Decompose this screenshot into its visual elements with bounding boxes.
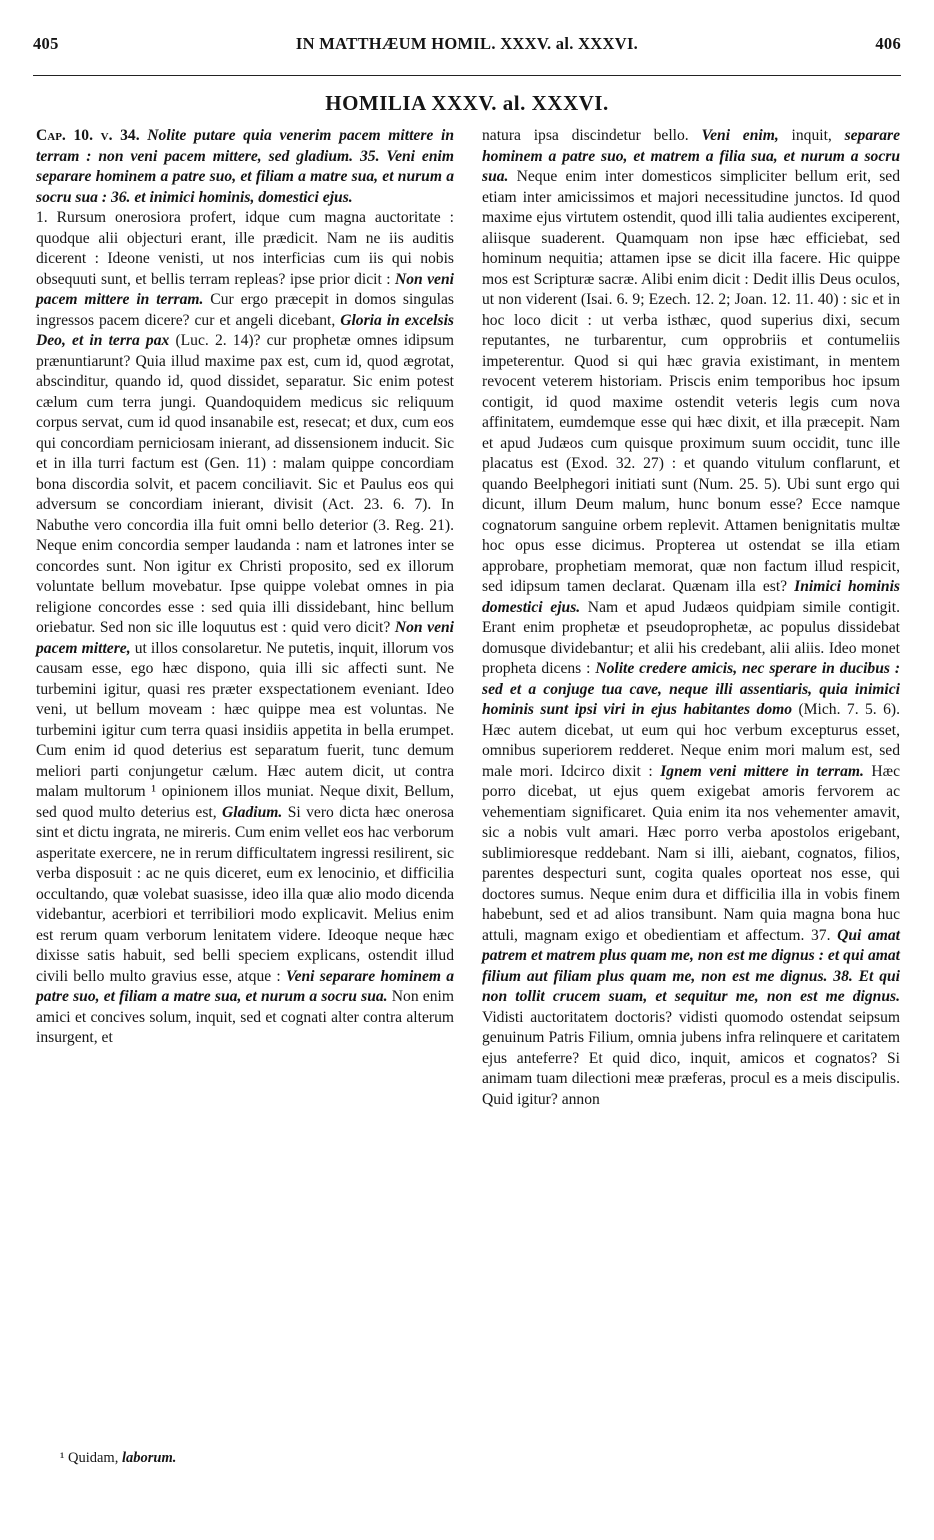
page-number-left: 405 — [33, 34, 59, 53]
text-run: Vidisti auctoritatem doctoris? vidisti quomodo ostendat seipsum genuinum Patris Filium, omnia jubens infra relinquere et caritatem ejus anteferre? Et quid dico, inquit, amicos et cognatos? Si animam tuam dilectioni meæ præferas, procul es a meis discipulis. Quid igitur? annon — [482, 1008, 900, 1108]
footnote-text: Quidam, — [64, 1450, 122, 1466]
paragraph-1 — [36, 208, 454, 1049]
header-rule — [33, 75, 901, 76]
verse-text: Nolite putare quia venerim pacem mittere in terram : non veni pacem mittere, sed gladium. 35. Veni enim separare hominem a patre suo, et filiam a matre sua, et nurum a socru sua : 36. et inimici hominis, domestici ejus. — [36, 127, 454, 206]
text-run: (Luc. 2. 14)? cur prophetæ omnes idipsum prænuntiarunt? Quia illud maxime pax est, cum id, quod ægrotat, abscinditur, quando id, quod dissidet, separatur. Sic enim potest cælum cum terra jungi. Quandoquidem medicus sic reliquum corpus servat, cum id quod insanabile est, resecat; et dux, cum eos qui concordiam perniciosam inierant, ad dissensionem inducit. Sic et in illa turri factum est (Gen. 11) : malam quippe concordiam bona discordia solvit, et pacem conciliavit. Sic et Paulus eos qui adversum se concordiam inierant, divisit (Act. 23. 6. 7). In Nabuthe vero concordia illa fuit omni bello deterior (3. Reg. 21). Neque enim concordia semper laudanda : nam et latrones inter se concordes sunt. Non igitur ex Christi proposito, sed ex illorum voluntate bellum movebatur. Ipse quippe volebat omnes in pia religione concordes esse : sed quia illi dissidebant, hinc bellum oriebatur. Sed non sic ille loquutus est : quid vero dicit? — [36, 332, 454, 636]
text-run: Si vero dicta hæc onerosa sint et dictu ingrata, ne mireris. Cum enim vellet eos hac verborum asperitate exercere, ne in rerum difficultatem ingressi resilirent, sic verba disposuit : ac ne quis diceret, eum ex lenocinio, et difficilia occultando, quæ volebat suasisse, ideo illa quæ alio modo dicenda videbantur, acerbiori et terribiliori modo explicavit. Melius enim est rerum quam verborum lenitatem videre. Ideoque neque hæc dixisse satis habuit, sed belli speciem explicans, ostendit illud civili bello multo gravius esse, atque : — [36, 803, 455, 985]
quote-run: Non veni pacem mittere, — [36, 619, 454, 657]
text-run: 1. Rursum onerosiora profert, idque cum magna auctoritate : quodque alii objecturi erant, ille prædicit. Nam ne iis auditis dicerent : Ideone venisti, ut nos interficias cum iis qui nobis obsequuti sunt, et bellis terram repleas? ipse prior dicit : — [36, 209, 454, 288]
verse-citation — [36, 126, 454, 208]
running-title: IN MATTHÆUM HOMIL. XXXV. al. XXXVI. — [295, 34, 639, 53]
text-run: Cur ergo præcepit in domos singulas ingressos pacem dicere? cur et angeli dicebant, — [36, 291, 454, 329]
quote-run: Gloria in excelsis Deo, et in terra pax — [36, 311, 454, 349]
quote-run: Ignem veni mittere in terram. — [660, 762, 864, 780]
left-column — [36, 126, 454, 1049]
text-run: Neque enim inter domesticos simpliciter bellum erit, sed etiam inter amicissimos et majori necessitudine junctos. Id quod maxime ejus virtutem ostendit, quod illi talia audientes exciperent, aliisque suaderent. Quamquam non ipse hæc efficiebat, sed hominum nequitia; attamen ipse se dicit illa facere. Hic quippe mos est Scripturæ sacræ. Alibi enim dicit : Dedit illis Deus oculos, ut non viderent (Isai. 6. 9; Ezech. 12. 2; Joan. 12. 11. 40) : sic et in hoc loco dicit : ut verba isthæc, quod superius dixi, secum reputantes, ne turbarentur, cum opprobriis et contumeliis impeterentur. Quod si qui hæc gravia existimant, in mentem revocent veterem historiam. Priscis enim temporibus hoc ipsum contigit, id quod maxime ostendit veteris legis cum nova affinitatem, eumdemque esse qui hæc dixit, et illa præcepit. Nam et apud Judæos cum quisque proximum suum occidit, tunc ille placatus est (Exod. 32. 27) : et quando vitulum conflarunt, et quando Beelphegori initiati sunt (Num. 25. 5). Ubi sunt ergo qui dicunt, illum Deum malum, hunc bonum esse? Ecce namque cognatorum sanguine orbem replevit. Attamen benignitatis multæ hoc opus esse dicimus. Propterea ut ostendat se illa etiam approbare, prophetiam memorat, quæ non factum illud respicit, sed idipsum tamen declarat. Quænam illa est? — [482, 168, 900, 595]
paragraph-continued — [482, 126, 900, 1110]
footnote — [60, 1450, 176, 1467]
text-run: Nam et apud Judæos quidpiam simile contigit. Erant enim prophetæ et pseudoprophetæ, ac populus dissidebat domusque dividebantur; et alii his credebant, alii aliis. Ideo monet propheta dicens : — [482, 598, 900, 677]
text-run: ut illos consolaretur. Ne putetis, inquit, illorum vos causam esse, ego hæc dispono, quia illi sic affecti sunt. Ne turbemini igitur, quasi res præter exspectationem eveniant. Ideo veni, ut bellum moveam : hæc quippe mea est voluntas. Ne turbemini igitur cum terra quasi insidiis appetita in bella erumpet. Cum enim id quod deterius est separatum fuerit, tunc demum meliori parti conjungetur cælum. Hæc autem dicit, ut contra malam multorum ¹ opinionem illos muniat. Neque dixit, Bellum, sed quod multo deterius est, — [36, 639, 455, 821]
quote-run: Veni separare hominem a patre suo, et filiam a matre sua, et nurum a socru sua. — [36, 967, 454, 1005]
quote-run: separare hominem a patre suo, et matrem a filia sua, et nurum a socru sua. — [482, 127, 901, 185]
page-number-right: 406 — [875, 34, 901, 53]
running-header — [33, 34, 901, 64]
text-run: natura ipsa discindetur bello. — [482, 127, 702, 144]
footnote-italic: laborum. — [121, 1450, 177, 1466]
text-run: Hæc porro dicebat, ut ejus quem exigebat amoris fervorem ac vehementiam significaret. Quia enim ita nos vehementer amavit, sic a nobis vult amari. Hæc porro verba apostolos erigebant, sublimioresque reddebant. Nam si illi, aiebant, cognatos, filios, parentes despecturi sunt, cogita quales oporteat nos esse, qui doctores sumus. Neque enim dura et difficilia illa in vobis finem habebunt, sed et ad alios transibunt. Nam quia magna bona huc attuli, magnam exigo et obedientiam et affectum. 37. — [482, 762, 900, 944]
homily-title: HOMILIA XXXV. al. XXXVI. — [325, 91, 609, 115]
text-run: Non enim amici et concives solum, inquit, sed et cognati alter contra alterum insurgent, et — [36, 988, 454, 1046]
quote-run: Veni enim, — [701, 127, 779, 144]
quote-run: Non veni pacem mittere in terram. — [36, 270, 454, 308]
text-run: inquit, — [778, 127, 845, 144]
quote-run: Inimici hominis domestici ejus. — [482, 578, 900, 616]
quote-run: Gladium. — [222, 803, 283, 821]
right-column — [482, 126, 900, 1110]
footnote-mark: ¹ — [60, 1450, 65, 1466]
chapter-verse-ref: Cap. 10. v. 34. — [36, 127, 140, 144]
quote-run: Nolite credere amicis, nec sperare in ducibus : sed et a conjuge tua cave, neque illi assentiaris, quia inimici hominis sunt ipsi viri in ejus habitantes domo — [482, 660, 901, 718]
quote-run: Qui amat patrem et matrem plus quam me, non est me dignus : et qui amat filium aut filiam plus quam me, non est me dignus. 38. Et qui non tollit crucem suam, et sequitur me, non est me dignus. — [482, 926, 900, 1005]
text-run: (Mich. 7. 5. 6). Hæc autem dicebat, ut eum qui hoc verbum excepturus esset, omnibus superiorem redderet. Neque enim mori malum est, sed male mori. Idcirco dixit : — [482, 701, 900, 780]
